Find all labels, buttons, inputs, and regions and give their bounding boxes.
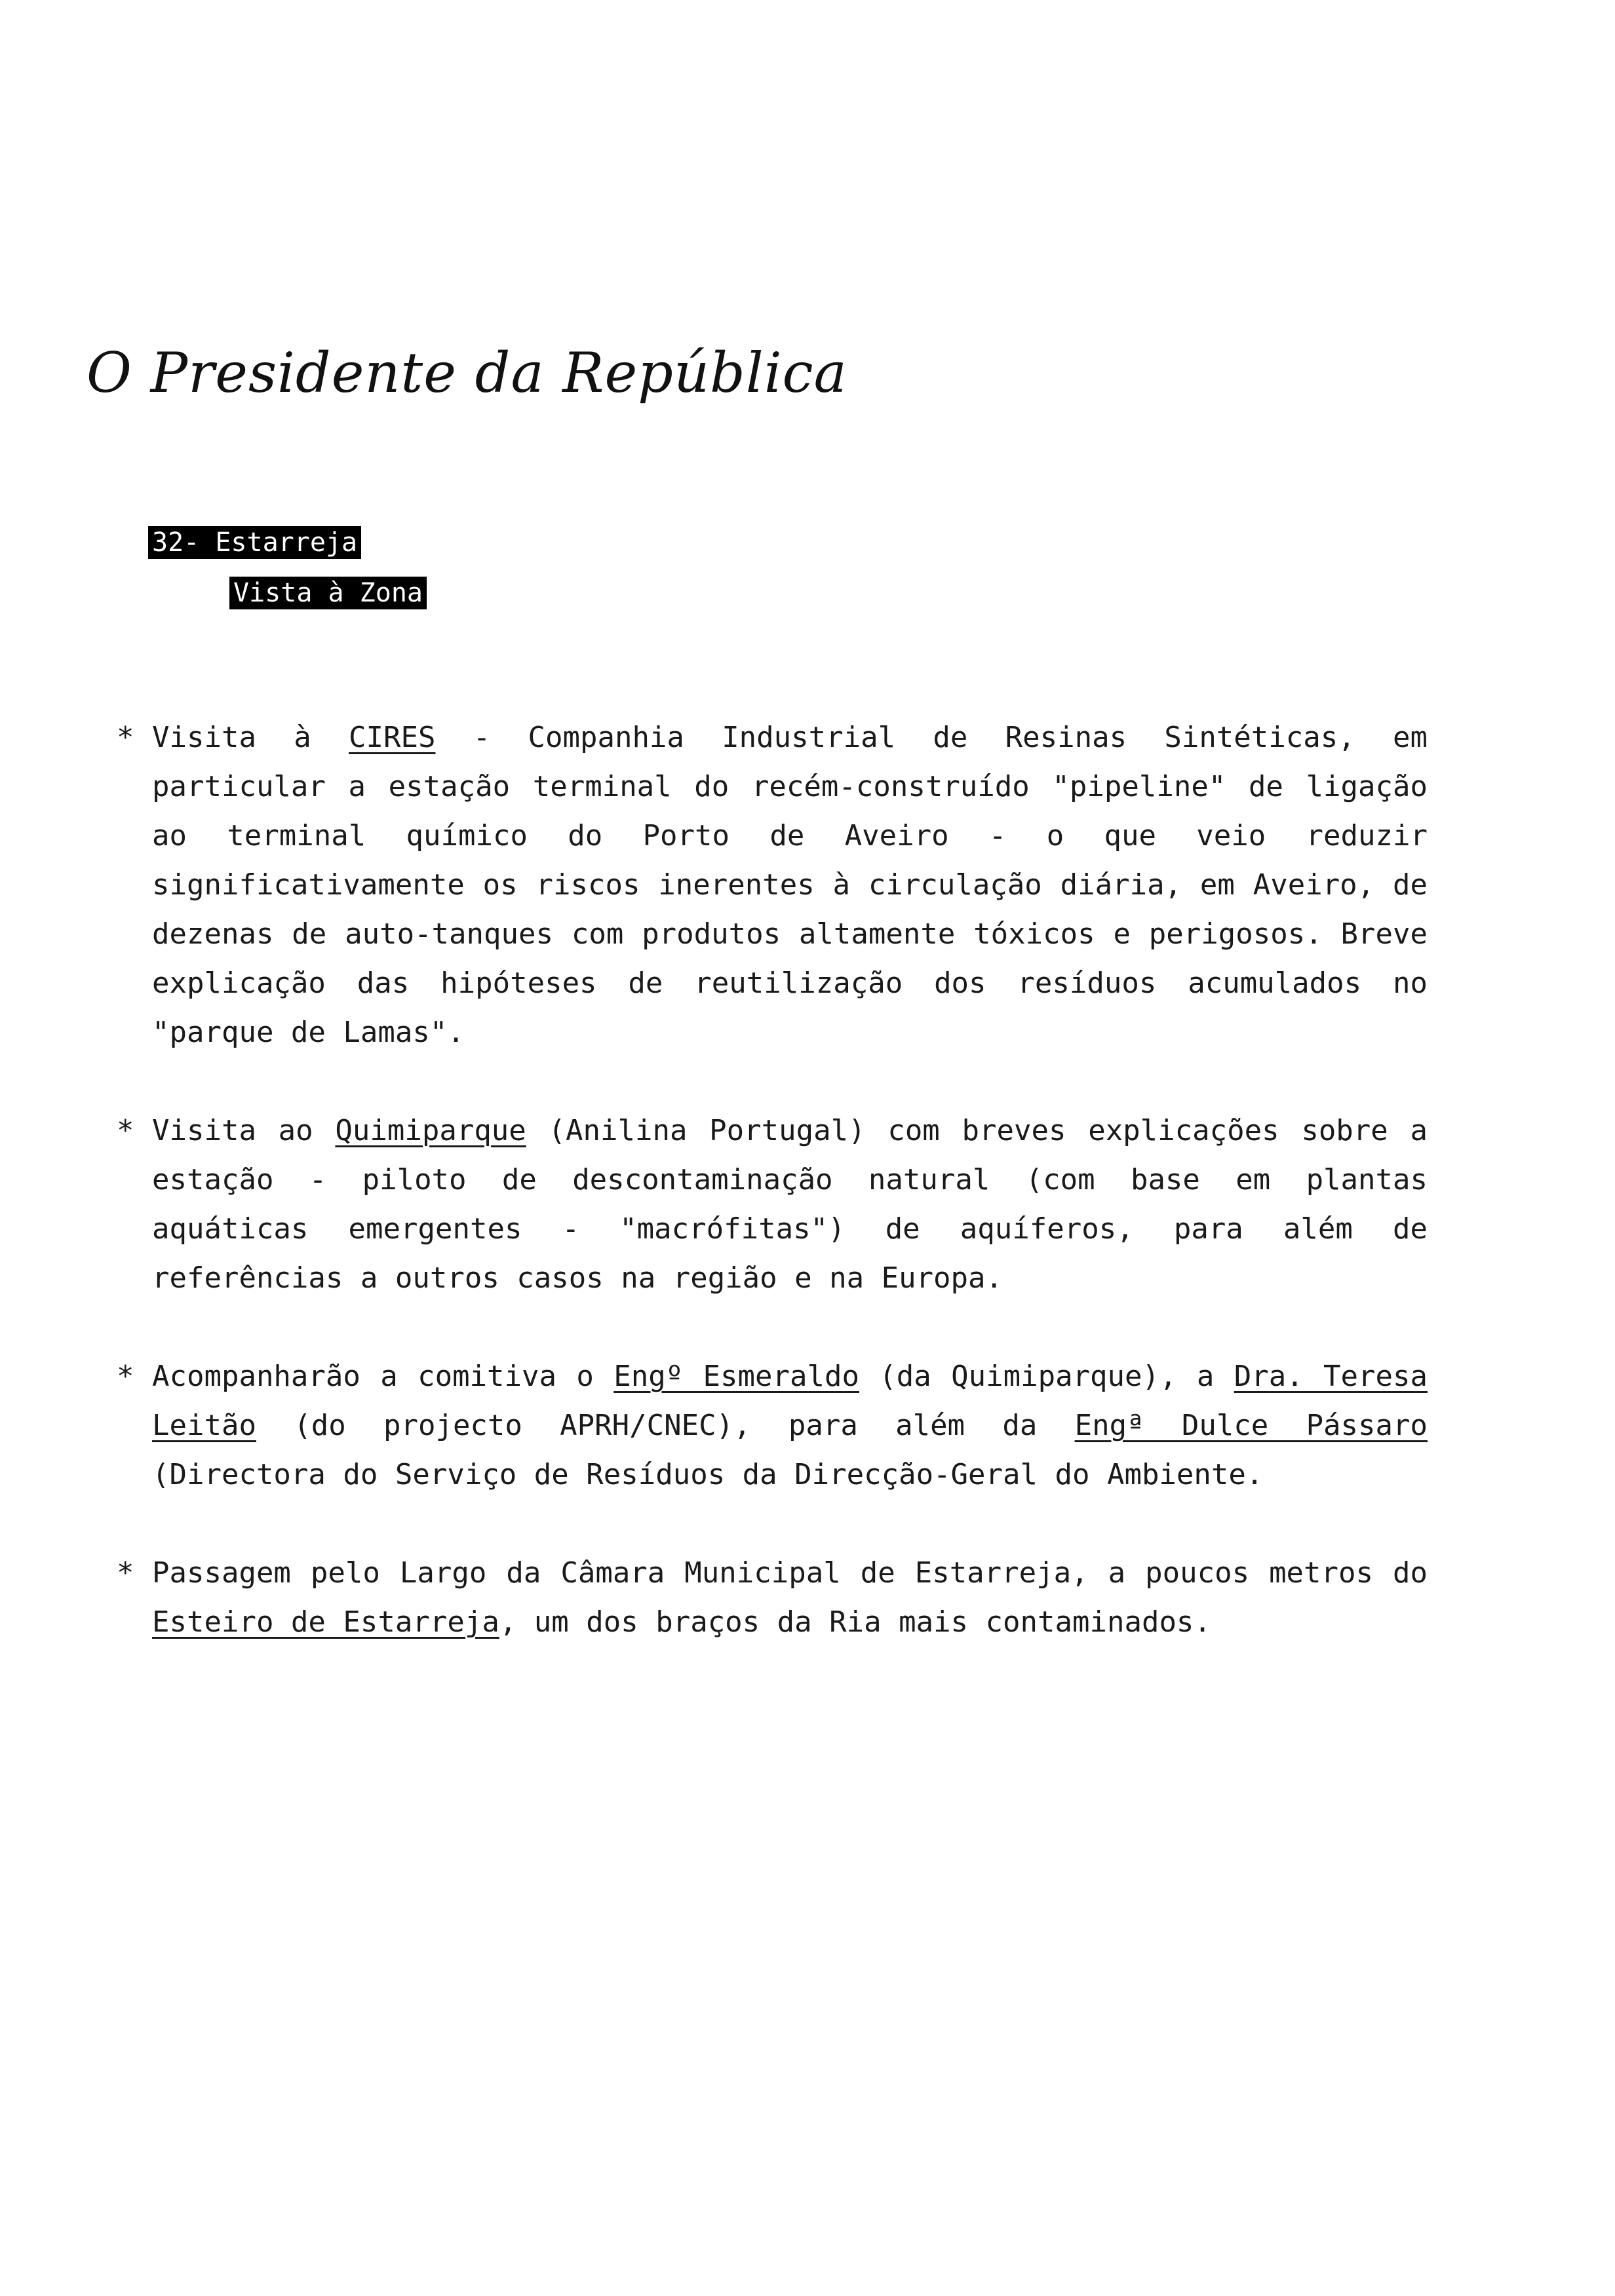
item-text-segment: Visita ao [152, 1114, 336, 1147]
list-item [117, 1106, 1428, 1303]
item-text-segment: (Directora do Serviço de Resíduos da Direcção-Geral do Ambiente. [152, 1458, 1264, 1491]
list-item [117, 713, 1428, 1057]
underlined-name: Engº Esmeraldo [613, 1360, 859, 1393]
list-item [117, 1548, 1428, 1647]
bullet-asterisk-icon: * [117, 1360, 134, 1393]
underlined-name: Dra. Teresa Leitão [152, 1360, 1428, 1442]
item-text-segment: (da Quimiparque), a [859, 1360, 1234, 1393]
item-paragraph [152, 1106, 1428, 1303]
section-heading-number: 32- Estarreja [148, 526, 361, 559]
letterhead-script-title: O Presidente da República [87, 341, 847, 405]
item-text-segment: , um dos braços da Ria mais contaminados. [499, 1605, 1211, 1639]
itinerary-list [117, 713, 1428, 1696]
bullet-asterisk-icon: * [117, 721, 134, 754]
bullet-asterisk-icon: * [117, 1556, 134, 1590]
item-text-segment: Visita à [152, 721, 349, 754]
underlined-name: CIRES [349, 721, 436, 754]
item-text-segment: - Companhia Industrial de Resinas Sintéticas, em particular a estação terminal do recém-construído "pipeline" de ligação ao terminal químico do Porto de Aveiro - o que veio reduzir significativamente os riscos inerentes à circulação diária, em Aveiro, de dezenas de auto-tanques com produtos altamente tóxicos e perigosos. Breve explicação das hipóteses de reutilização dos resíduos acumulados no "parque de Lamas". [152, 721, 1428, 1049]
item-paragraph [152, 713, 1428, 1057]
item-text-segment: (Anilina Portugal) com breves explicações sobre a estação - piloto de descontaminação natural (com base em plantas aquáticas emergentes - "macrófitas") de aquíferos, para além de referências a outros casos na região e na Europa. [152, 1114, 1428, 1295]
underlined-name: Engª Dulce Pássaro [1074, 1409, 1428, 1442]
item-paragraph [152, 1548, 1428, 1647]
item-text-segment: (do projecto APRH/CNEC), para além da [256, 1409, 1075, 1442]
underlined-name: Esteiro de Estarreja [152, 1605, 499, 1639]
section-heading-subtitle: Vista à Zona [229, 577, 427, 609]
item-text-segment: Passagem pelo Largo da Câmara Municipal de Estarreja, a poucos metros do [152, 1556, 1428, 1590]
underlined-name: Quimiparque [335, 1114, 526, 1147]
list-item [117, 1352, 1428, 1499]
bullet-asterisk-icon: * [117, 1114, 134, 1147]
item-paragraph [152, 1352, 1428, 1499]
item-text-segment: Acompanharão a comitiva o [152, 1360, 614, 1393]
